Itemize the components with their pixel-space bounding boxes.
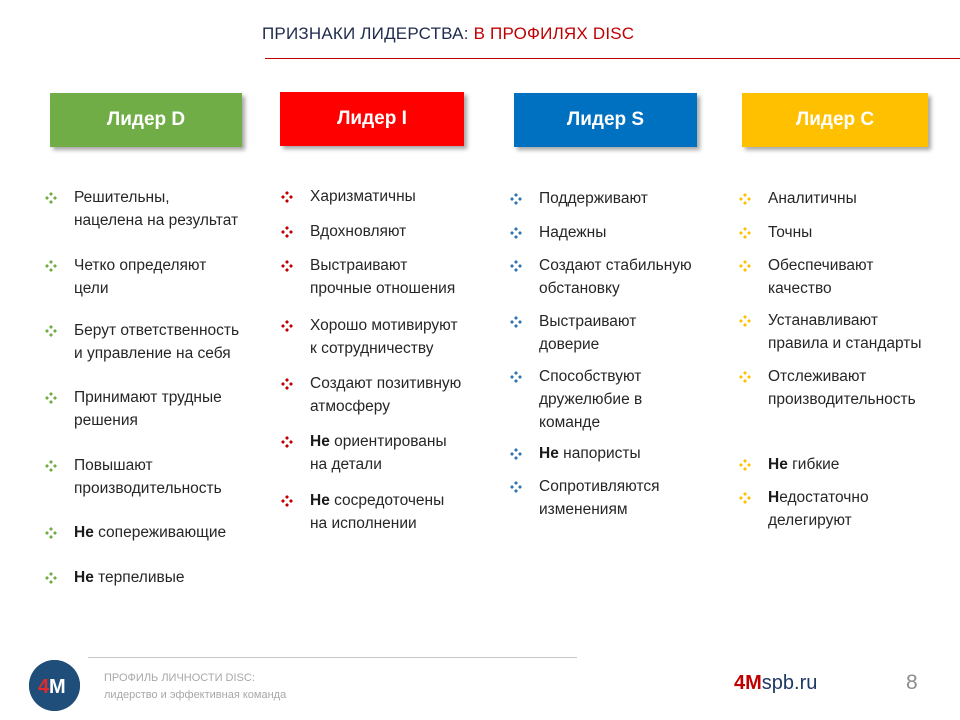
diamond-bullet-icon <box>739 193 751 205</box>
item-text: Отслеживают <box>768 368 867 385</box>
footer-line-1: ПРОФИЛЬ ЛИЧНОСТИ DISC: <box>104 672 255 684</box>
page-number: 8 <box>906 671 918 694</box>
diamond-bullet-icon <box>281 378 293 390</box>
diamond-bullet-icon <box>739 260 751 272</box>
negation-prefix: Не <box>768 456 788 473</box>
diamond-bullet-icon <box>510 316 522 328</box>
footer-caption <box>104 670 286 704</box>
item-text: сопереживающие <box>93 524 227 541</box>
list-item <box>739 254 873 300</box>
item-text-continued: к сотрудничеству <box>310 340 434 357</box>
header-leader-s-label: Лидер S <box>566 109 645 130</box>
diamond-bullet-icon <box>45 460 57 472</box>
item-text: Аналитичны <box>768 190 857 207</box>
website-link[interactable] <box>734 672 817 695</box>
list-item <box>510 221 606 244</box>
item-text-continued: решения <box>74 412 138 429</box>
list-item <box>281 430 447 476</box>
list-item <box>739 187 857 210</box>
title-part-2: В ПРОФИЛЯХ DISC <box>473 24 635 43</box>
diamond-bullet-icon <box>281 320 293 332</box>
svg-text:4: 4 <box>38 676 50 698</box>
item-text: Выстраивают <box>539 313 637 330</box>
negation-prefix: Не <box>539 445 559 462</box>
diamond-bullet-icon <box>281 260 293 272</box>
diamond-bullet-icon <box>281 226 293 238</box>
item-text: Хорошо мотивируют <box>310 317 458 334</box>
list-item <box>281 185 416 208</box>
item-text: Создают позитивную <box>310 375 462 392</box>
item-text: Принимают трудные <box>74 389 222 406</box>
title-divider <box>265 58 960 59</box>
header-leader-i-label: Лидер I <box>337 108 407 129</box>
item-text: Повышают <box>74 457 153 474</box>
diamond-bullet-icon <box>510 448 522 460</box>
list-item <box>45 319 239 365</box>
item-text: Сопротивляются <box>539 478 660 495</box>
list-item <box>739 365 916 411</box>
list-item <box>281 314 458 360</box>
item-text: Поддерживают <box>539 190 648 207</box>
item-text: Способствуют <box>539 368 642 385</box>
company-logo <box>29 660 80 711</box>
diamond-bullet-icon <box>739 459 751 471</box>
item-text-continued: прочные отношения <box>310 280 456 297</box>
item-text: сосредоточены <box>329 492 445 509</box>
diamond-bullet-icon <box>45 572 57 584</box>
site-num: 4 <box>734 672 746 694</box>
diamond-bullet-icon <box>739 227 751 239</box>
list-item <box>510 365 642 434</box>
diamond-bullet-icon <box>739 315 751 327</box>
item-text-continued: дружелюбие в <box>539 391 643 408</box>
diamond-bullet-icon <box>281 495 293 507</box>
diamond-bullet-icon <box>45 192 57 204</box>
item-text-continued: обстановку <box>539 280 620 297</box>
list-item <box>510 254 692 300</box>
list-item <box>739 453 839 476</box>
item-text: Четко определяют <box>74 257 207 274</box>
item-text-continued: делегируют <box>768 512 852 529</box>
negation-prefix: Не <box>74 524 94 541</box>
list-item <box>281 254 455 300</box>
diamond-bullet-icon <box>510 227 522 239</box>
footer-line-2: лидерство и эффективная команда <box>104 689 287 701</box>
negation-prefix: Не <box>74 569 94 586</box>
list-item <box>739 221 812 244</box>
diamond-bullet-icon <box>281 436 293 448</box>
list-item <box>45 254 206 300</box>
list-item <box>45 386 222 432</box>
item-text: едостаточно <box>779 489 869 506</box>
header-leader-d-label: Лидер D <box>106 109 186 130</box>
header-leader-c-label: Лидер C <box>795 109 875 130</box>
list-item <box>739 309 922 355</box>
item-text-continued: цели <box>74 280 109 297</box>
item-text-continued: команде <box>539 414 601 431</box>
diamond-bullet-icon <box>45 325 57 337</box>
diamond-bullet-icon <box>45 527 57 539</box>
header-leader-i <box>280 92 464 146</box>
list-item <box>45 186 238 232</box>
item-text-continued: производительность <box>768 391 916 408</box>
item-text: Берут ответственность <box>74 322 240 339</box>
diamond-bullet-icon <box>510 260 522 272</box>
item-text: гибкие <box>787 456 840 473</box>
item-text-continued: качество <box>768 280 832 297</box>
list-item <box>45 521 226 544</box>
negation-prefix: Не <box>310 433 330 450</box>
list-item <box>510 310 636 356</box>
item-text-continued: на исполнении <box>310 515 417 532</box>
item-text-continued: производительность <box>74 480 222 497</box>
item-text-continued: доверие <box>539 336 600 353</box>
item-text: Точны <box>768 224 813 241</box>
header-leader-s <box>514 93 697 147</box>
header-leader-c <box>742 93 928 147</box>
list-item <box>281 220 406 243</box>
list-item <box>510 475 660 521</box>
item-text-continued: и управление на себя <box>74 345 231 362</box>
item-text-continued: атмосферу <box>310 398 390 415</box>
site-m: M <box>745 672 762 694</box>
item-text-continued: правила и стандарты <box>768 335 922 352</box>
item-text: Выстраивают <box>310 257 408 274</box>
item-text: Решительны, <box>74 189 170 206</box>
item-text-continued: нацелена на результат <box>74 212 239 229</box>
item-text: ориентированы <box>329 433 447 450</box>
diamond-bullet-icon <box>45 392 57 404</box>
diamond-bullet-icon <box>510 371 522 383</box>
item-text-continued: на детали <box>310 456 382 473</box>
item-text: Создают стабильную <box>539 257 692 274</box>
site-rest: spb.ru <box>761 672 818 694</box>
svg-text:M: M <box>49 676 66 698</box>
diamond-bullet-icon <box>510 481 522 493</box>
slide-title <box>262 24 634 44</box>
logo-mark-icon <box>29 660 80 711</box>
list-item <box>739 486 869 532</box>
negation-prefix: Не <box>310 492 330 509</box>
diamond-bullet-icon <box>45 260 57 272</box>
item-text-continued: изменениям <box>539 501 628 518</box>
list-item <box>281 489 444 535</box>
list-item <box>510 187 648 210</box>
item-text: напористы <box>558 445 641 462</box>
item-text: Обеспечивают <box>768 257 874 274</box>
list-item <box>45 454 222 500</box>
item-text: Устанавливают <box>768 312 878 329</box>
header-leader-d <box>50 93 242 147</box>
diamond-bullet-icon <box>281 191 293 203</box>
list-item <box>510 442 641 465</box>
item-text: Харизматичны <box>310 188 416 205</box>
footer-divider <box>88 657 577 658</box>
title-part-1: ПРИЗНАКИ ЛИДЕРСТВА: <box>262 24 469 43</box>
list-item <box>45 566 185 589</box>
item-text: Вдохновляют <box>310 223 407 240</box>
list-item <box>281 372 461 418</box>
negation-prefix: Н <box>768 489 780 506</box>
diamond-bullet-icon <box>739 371 751 383</box>
diamond-bullet-icon <box>510 193 522 205</box>
item-text: терпеливые <box>93 569 185 586</box>
diamond-bullet-icon <box>739 492 751 504</box>
item-text: Надежны <box>539 224 607 241</box>
